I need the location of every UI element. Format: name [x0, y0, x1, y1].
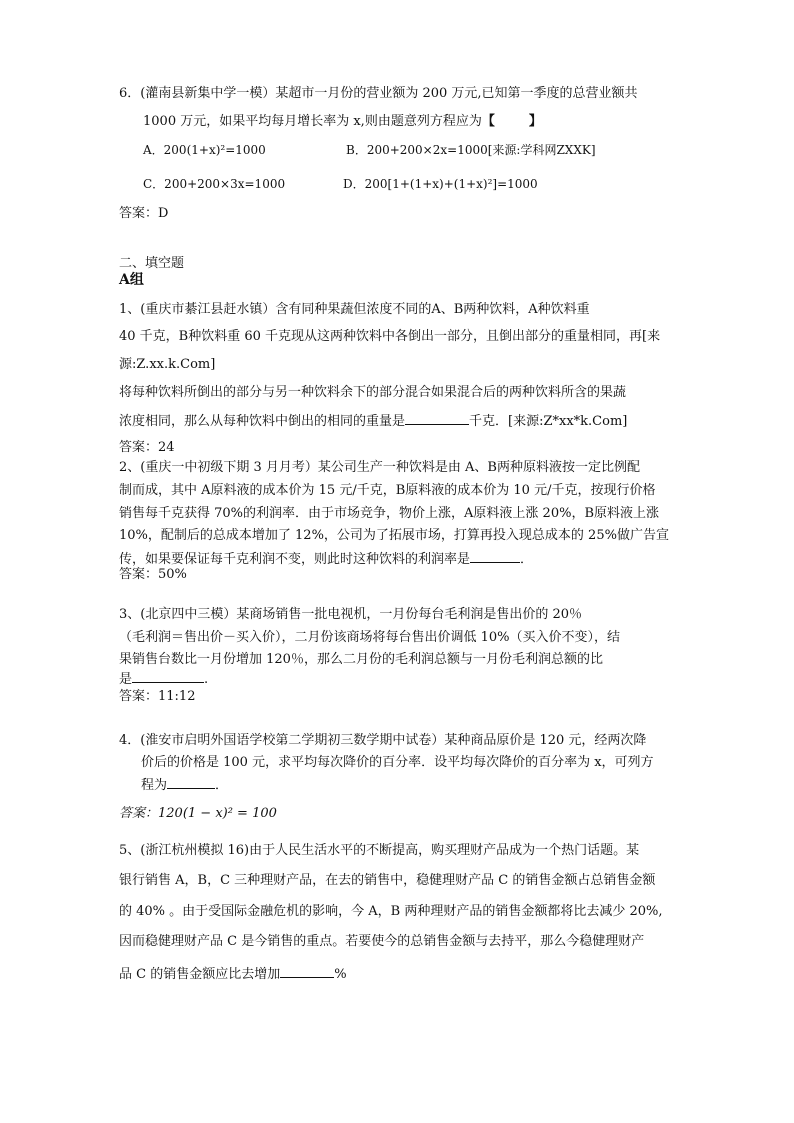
f4-line2: 价后的价格是 100 元，求平均每次降价的百分率．设平均每次降价的百分率为 x，可列方 [141, 755, 654, 770]
f2-line1: 2、(重庆一中初级下期 3 月月考）某公司生产一种饮料是由 A、B两种原料液按一定比例配 [119, 460, 640, 475]
f2-line3: 销售每千克获得 70%的利润率．由于市场竞争，物价上涨，A原料液上涨 20%，B原料液上涨 [119, 506, 659, 521]
f3-answer: 答案：11:12 [119, 689, 196, 704]
f2-line5-tail: ． [520, 552, 534, 567]
f2-answer: 答案：50% [119, 567, 187, 582]
f4-answer: 答案：120(1 − x)² = 100 [119, 806, 277, 821]
f4-line3 [141, 776, 228, 794]
f5-answer-blank [280, 965, 334, 978]
f3-line4 [119, 670, 208, 688]
q6-option-a: A．200(1+x)²=1000 [143, 143, 266, 157]
f2-line5 [119, 550, 533, 568]
f4-answer-blank [167, 776, 215, 789]
f2-answer-blank [470, 550, 520, 563]
q6-bracket-close: 】 [528, 114, 542, 129]
f1-line5-tail: 千克．[来源:Z*xx*k.Com] [469, 414, 628, 429]
q6-option-c: C．200+200×3x=1000 [143, 177, 286, 191]
f3-line4-tail: . [204, 672, 209, 687]
q6-option-d: D．200[1+(1+x)+(1+x)²]=1000 [343, 177, 538, 191]
f2-line5-text: 传，如果要保证每千克利润不变，则此时这种饮料的利润率是 [119, 552, 471, 567]
f4-line1: 4．(淮安市启明外国语学校第二学期初三数学期中试卷）某种商品原价是 120 元，经两次降 [119, 733, 647, 748]
q6-bracket-open: 【 [481, 114, 495, 129]
f1-line5 [119, 412, 627, 430]
f1-line1: 1、(重庆市綦江县赶水镇）含有同种果蔬但浓度不同的A、B两种饮料，A种饮料重 [119, 302, 590, 317]
f3-line1: 3、(北京四中三模）某商场销售一批电视机，一月份每台毛利润是售出价的 20％ [119, 607, 583, 622]
section-title: 二、填空题 [119, 256, 185, 271]
f3-answer-blank [132, 670, 204, 683]
q6-stem-line1: 6．(灌南县新集中学一模）某超市一月份的营业额为 200 万元,已知第一季度的总营业额共 [119, 86, 638, 101]
q6-stem-line2-text: 1000 万元，如果平均每月增长率为 x,则由题意列方程应为 [143, 114, 482, 129]
f5-line5-tail: % [334, 967, 347, 982]
f1-line4: 将每种饮料所倒出的部分与另一种饮料余下的部分混合如果混合后的两种饮料所含的果蔬 [119, 385, 627, 400]
f4-line3-text: 程为 [141, 778, 168, 793]
f3-line4-text: 是 [119, 672, 133, 687]
f1-line3: 源:Z.xx.k.Com] [119, 357, 216, 372]
group-title: A组 [119, 272, 144, 288]
f3-line3: 果销售台数比一月份增加 120％，那么二月份的毛利润总额与一月份毛利润总额的比 [119, 652, 603, 667]
f1-answer: 答案：24 [119, 440, 175, 455]
f5-line5-text: 品 C 的销售金额应比去增加 [119, 967, 281, 982]
f4-line3-tail: ． [215, 778, 229, 793]
q6-stem-line2 [143, 114, 542, 130]
f1-answer-blank [405, 412, 469, 425]
f2-line4: 10%，配制后的总成本增加了 12%，公司为了拓展市场，打算再投入现总成本的 25%做广告宣 [119, 528, 669, 543]
f5-line5 [119, 965, 347, 983]
q6-answer: 答案：D [119, 206, 169, 221]
f5-line2: 银行销售 A，B，C 三种理财产品，在去的销售中，稳健理财产品 C 的销售金额占总销售金额 [119, 873, 656, 888]
f1-line2: 40 千克，B种饮料重 60 千克现从这两种饮料中各倒出一部分，且倒出部分的重量相同，再[来 [119, 329, 661, 344]
q6-option-b: B．200+200×2x=1000[来源:学科网ZXXK] [346, 143, 596, 157]
f5-line4: 因而稳健理财产品 C 是今销售的重点。若要使今的总销售金额与去持平，那么今稳健理财产 [119, 934, 645, 949]
f2-line2: 制而成，其中 A原料液的成本价为 15 元/千克，B原料液的成本价为 10 元/千克，按现行价格 [119, 483, 656, 498]
f5-line1: 5、(浙江杭州模拟 16)由于人民生活水平的不断提高，购买理财产品成为一个热门话题。某 [119, 843, 640, 858]
f3-line2: （毛利润＝售出价－买入价），二月份该商场将每台售出价调低 10%（买入价不变），结 [119, 630, 621, 645]
f5-line3: 的 40% 。由于受国际金融危机的影响，今 A，B 两种理财产品的销售金额都将比去减少 20%, [119, 904, 663, 919]
f1-line5-text: 浓度相同，那么从每种饮料中倒出的相同的重量是 [119, 414, 406, 429]
